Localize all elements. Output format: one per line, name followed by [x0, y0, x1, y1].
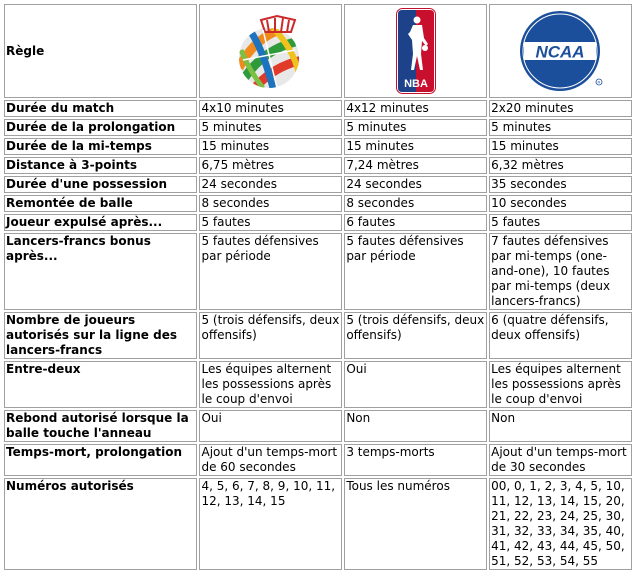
- ncaa-value: 5 minutes: [489, 119, 632, 136]
- fiba-value: Oui: [199, 410, 342, 442]
- ncaa-value: 6,32 mètres: [489, 157, 632, 174]
- rule-header: Règle: [4, 4, 197, 98]
- nba-logo-text: NBA: [403, 78, 428, 90]
- ncaa-value: 35 secondes: [489, 176, 632, 193]
- ncaa-value: Les équipes alternent les possessions après le coup d'envoi: [489, 361, 632, 408]
- nba-value: 6 fautes: [344, 214, 487, 231]
- fiba-value: 5 minutes: [199, 119, 342, 136]
- fiba-value: 24 secondes: [199, 176, 342, 193]
- svg-text:R: R: [597, 79, 601, 85]
- ncaa-value: 10 secondes: [489, 195, 632, 212]
- ncaa-value: 7 fautes défensives par mi-temps (one-and-one), 10 fautes par mi-temps (deux lancers-francs): [489, 233, 632, 310]
- table-row: [4, 214, 632, 231]
- nba-value: 4x12 minutes: [344, 100, 487, 117]
- fiba-value: 8 secondes: [199, 195, 342, 212]
- ncaa-logo-icon: [518, 8, 604, 94]
- rule-label: Lancers-francs bonus après...: [4, 233, 197, 310]
- table-row: [4, 478, 632, 570]
- rule-label: Joueur expulsé après...: [4, 214, 197, 231]
- ncaa-value: 00, 0, 1, 2, 3, 4, 5, 10, 11, 12, 13, 14, 15, 20, 21, 22, 23, 24, 25, 30, 31, 32, 33, 34, 35, 40, 41, 42, 43, 44, 45, 50, 51, 52, 53, 54, 55: [489, 478, 632, 570]
- rule-label: Entre-deux: [4, 361, 197, 408]
- rule-label: Durée du match: [4, 100, 197, 117]
- rule-label: Remontée de balle: [4, 195, 197, 212]
- table-row: [4, 100, 632, 117]
- rule-label: Temps-mort, prolongation: [4, 444, 197, 476]
- table-row: [4, 195, 632, 212]
- ncaa-value: Non: [489, 410, 632, 442]
- ncaa-value: 6 (quatre défensifs, deux offensifs): [489, 312, 632, 359]
- nba-value: 7,24 mètres: [344, 157, 487, 174]
- nba-value: 24 secondes: [344, 176, 487, 193]
- table-row: [4, 157, 632, 174]
- ncaa-logo-cell: [489, 4, 632, 98]
- nba-value: 15 minutes: [344, 138, 487, 155]
- ncaa-value: 15 minutes: [489, 138, 632, 155]
- table-row: [4, 312, 632, 359]
- fiba-value: 4x10 minutes: [199, 100, 342, 117]
- table-row: [4, 119, 632, 136]
- fiba-value: 5 (trois défensifs, deux offensifs): [199, 312, 342, 359]
- ncaa-value: 2x20 minutes: [489, 100, 632, 117]
- fiba-value: Ajout d'un temps-mort de 60 secondes: [199, 444, 342, 476]
- rules-comparison-table: [2, 2, 634, 572]
- fiba-value: 4, 5, 6, 7, 8, 9, 10, 11, 12, 13, 14, 15: [199, 478, 342, 570]
- rule-label: Durée de la prolongation: [4, 119, 197, 136]
- fiba-value: 6,75 mètres: [199, 157, 342, 174]
- rule-label: Durée de la mi-temps: [4, 138, 197, 155]
- nba-logo-cell: [344, 4, 487, 98]
- nba-value: 5 minutes: [344, 119, 487, 136]
- table-row: [4, 138, 632, 155]
- ncaa-logo-text: NCAA: [535, 42, 585, 62]
- rule-label: Durée d'une possession: [4, 176, 197, 193]
- fiba-value: 15 minutes: [199, 138, 342, 155]
- fiba-basketball-logo-icon: [233, 10, 309, 92]
- table-row: [4, 361, 632, 408]
- fiba-value: 5 fautes défensives par période: [199, 233, 342, 310]
- table-row: [4, 410, 632, 442]
- fiba-value: Les équipes alternent les possessions après le coup d'envoi: [199, 361, 342, 408]
- nba-logo-icon: [396, 8, 436, 94]
- table-row: [4, 444, 632, 476]
- fiba-logo-cell: [199, 4, 342, 98]
- fiba-value: 5 fautes: [199, 214, 342, 231]
- rule-label: Distance à 3-points: [4, 157, 197, 174]
- nba-value: Oui: [344, 361, 487, 408]
- table-row: [4, 233, 632, 310]
- nba-value: 5 fautes défensives par période: [344, 233, 487, 310]
- nba-value: 5 (trois défensifs, deux offensifs): [344, 312, 487, 359]
- rule-label: Numéros autorisés: [4, 478, 197, 570]
- nba-value: Non: [344, 410, 487, 442]
- header-row: [4, 4, 632, 98]
- table-row: [4, 176, 632, 193]
- rule-label: Rebond autorisé lorsque la balle touche l'anneau: [4, 410, 197, 442]
- ncaa-value: 5 fautes: [489, 214, 632, 231]
- ncaa-value: Ajout d'un temps-mort de 30 secondes: [489, 444, 632, 476]
- nba-value: 3 temps-morts: [344, 444, 487, 476]
- rule-label: Nombre de joueurs autorisés sur la ligne des lancers-francs: [4, 312, 197, 359]
- nba-value: 8 secondes: [344, 195, 487, 212]
- nba-value: Tous les numéros: [344, 478, 487, 570]
